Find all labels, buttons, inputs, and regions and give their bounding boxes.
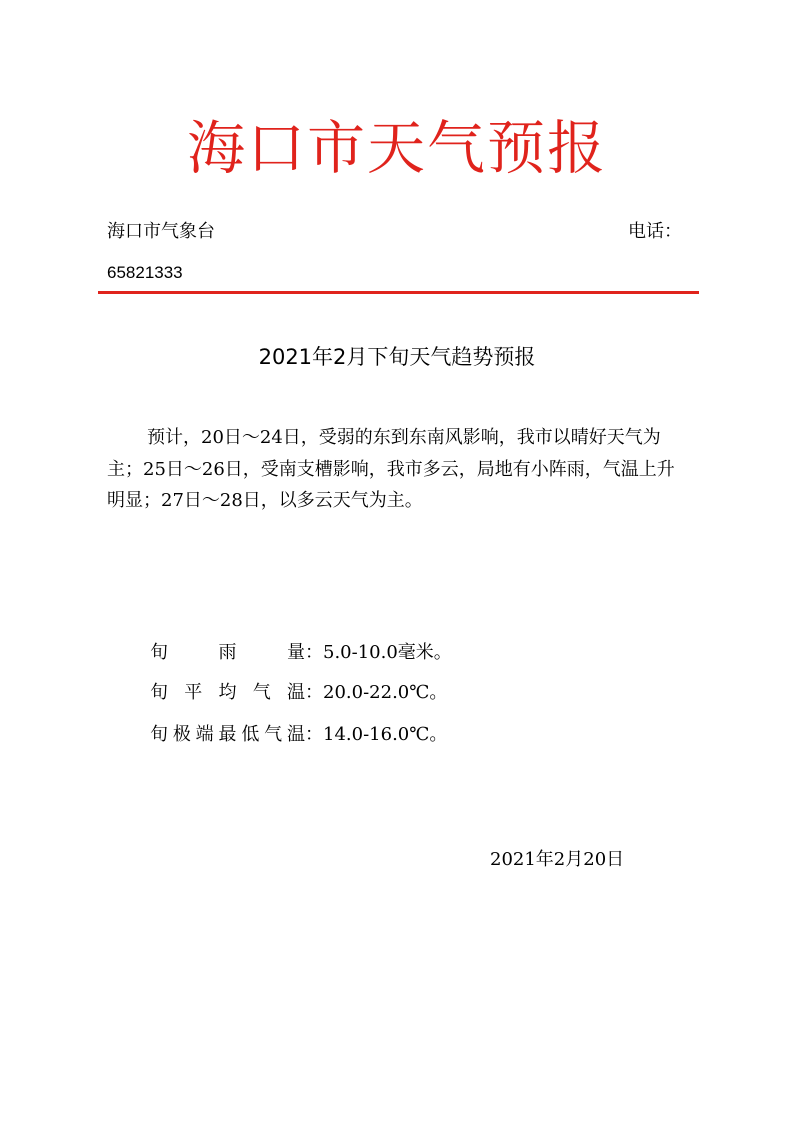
stat-average-temperature-label: 旬平均气温	[150, 682, 305, 703]
stat-average-temperature	[150, 680, 447, 706]
phone-label: 电话：	[628, 221, 682, 242]
header-divider	[98, 291, 699, 294]
stat-average-temperature-value: ：20.0-22.0℃。	[305, 682, 448, 703]
organization-name: 海口市气象台	[107, 221, 215, 242]
stat-rainfall-label: 旬雨量	[150, 642, 305, 663]
stat-min-temperature-label: 旬极端最低气温	[150, 724, 305, 745]
issue-date: 2021年2月20日	[490, 849, 625, 870]
stat-min-temperature	[150, 722, 447, 748]
stat-rainfall	[150, 640, 452, 666]
forecast-body: 预计，20日～24日，受弱的东到东南风影响，我市以晴好天气为主；25日～26日，受南支槽影响，我市多云，局地有小阵雨，气温上升明显；27日～28日，以多云天气为主。	[107, 427, 675, 511]
page-title: 海口市天气预报	[186, 114, 607, 182]
phone-number: 65821333	[107, 263, 183, 282]
document-title: 2021年2月下旬天气趋势预报	[258, 345, 536, 369]
stat-rainfall-value: ：5.0-10.0毫米。	[305, 642, 452, 663]
stat-min-temperature-value: ：14.0-16.0℃。	[305, 724, 448, 745]
